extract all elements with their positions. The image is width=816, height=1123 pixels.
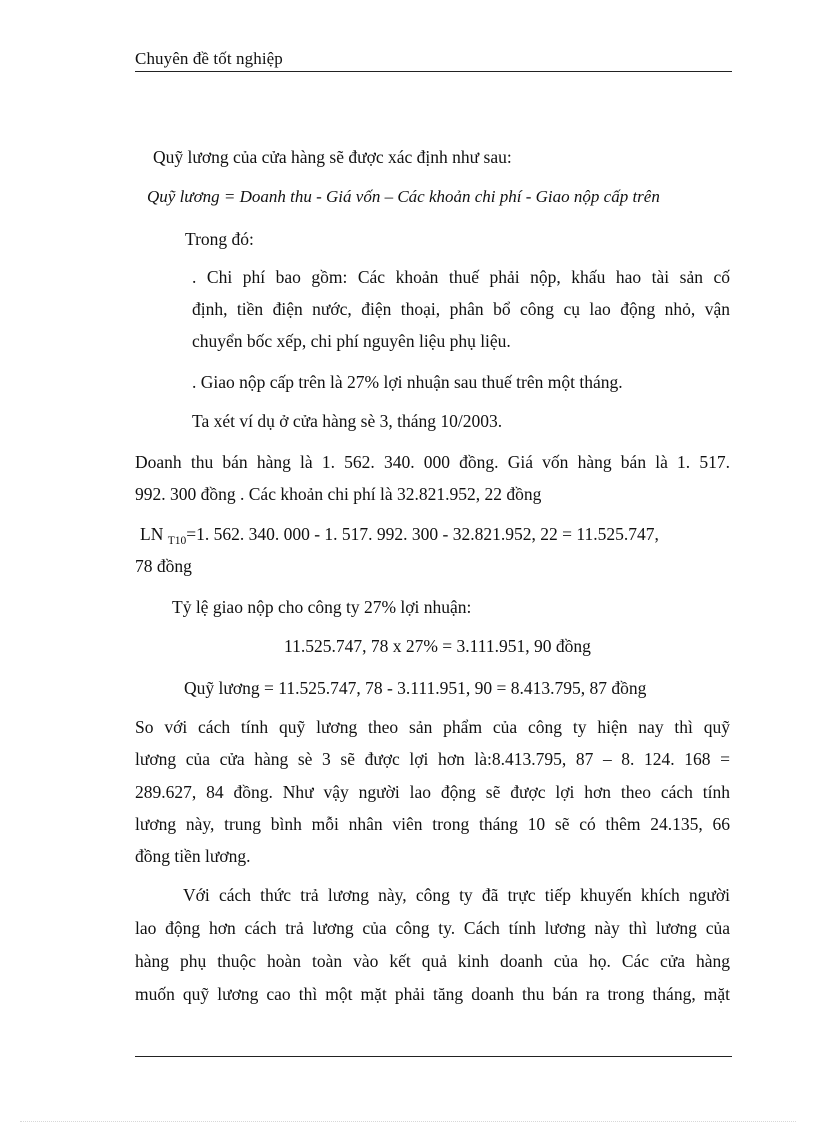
ln-t10-formula (140, 523, 659, 552)
header-title: Chuyên đề tốt nghiệp (135, 49, 283, 68)
doanh-thu-line-1: Doanh thu bán hàng là 1. 562. 340. 000 đồng. Giá vốn hàng bán là 1. 517. (135, 452, 730, 472)
ln-label: LN (140, 524, 164, 544)
voi-cach-line-2: lao động hơn cách trả lương của công ty. Cách tính lương này thì lương của (135, 918, 730, 938)
ln-expression: =1. 562. 340. 000 - 1. 517. 992. 300 - 32.821.952, 22 = 11.525.747, (186, 524, 659, 544)
doanh-thu-line-2: 992. 300 đồng . Các khoản chi phí là 32.821.952, 22 đồng (135, 484, 542, 504)
page-edge-dots (20, 1121, 796, 1122)
voi-cach-line-3: hàng phụ thuộc hoàn toàn vào kết quả kinh doanh của họ. Các cửa hàng (135, 951, 730, 971)
header-rule (135, 71, 732, 72)
chi-phi-line-3: chuyển bốc xếp, chi phí nguyên liệu phụ liệu. (192, 331, 511, 351)
giao-nop-line: . Giao nộp cấp trên là 27% lợi nhuận sau thuế trên một tháng. (192, 372, 623, 392)
contribution-calc: 11.525.747, 78 x 27% = 3.111.951, 90 đồng (284, 636, 591, 656)
voi-cach-line-4: muốn quỹ lương cao thì một mặt phải tăng doanh thu bán ra trong tháng, mặt (135, 984, 730, 1004)
so-voi-line-1: So với cách tính quỹ lương theo sản phẩm của công ty hiện nay thì quỹ (135, 717, 730, 737)
footer-rule (135, 1056, 732, 1057)
salary-formula: Quỹ lương = Doanh thu - Giá vốn – Các khoản chi phí - Giao nộp cấp trên (147, 187, 660, 206)
vi-du-line: Ta xét ví dụ ở cửa hàng sè 3, tháng 10/2003. (192, 411, 503, 431)
so-voi-line-5: đồng tiền lương. (135, 846, 251, 866)
voi-cach-line-1: Với cách thức trả lương này, công ty đã trực tiếp khuyến khích người (183, 885, 730, 905)
ln-subscript: T10 (167, 535, 187, 547)
so-voi-line-3: 289.627, 84 đồng. Như vậy người lao động sẽ được lợi hơn theo cách tính (135, 782, 730, 802)
ln-t10-continuation: 78 đồng (135, 556, 192, 576)
so-voi-line-2: lương của cửa hàng sè 3 sẽ được lợi hơn là:8.413.795, 87 – 8. 124. 168 = (135, 749, 730, 769)
ty-le-line: Tỷ lệ giao nộp cho công ty 27% lợi nhuận: (172, 597, 472, 617)
so-voi-line-4: lương này, trung bình mỗi nhân viên trong tháng 10 sẽ có thêm 24.135, 66 (135, 814, 730, 834)
trong-do-label: Trong đó: (185, 229, 254, 249)
quy-luong-calc: Quỹ lương = 11.525.747, 78 - 3.111.951, 90 = 8.413.795, 87 đồng (184, 678, 647, 698)
chi-phi-line-2: định, tiền điện nước, điện thoại, phân bổ công cụ lao động nhỏ, vận (192, 299, 730, 319)
intro-line: Quỹ lương của cửa hàng sẽ được xác định như sau: (153, 147, 512, 167)
chi-phi-line-1: . Chi phí bao gồm: Các khoản thuế phải nộp, khấu hao tài sản cố (192, 267, 730, 287)
